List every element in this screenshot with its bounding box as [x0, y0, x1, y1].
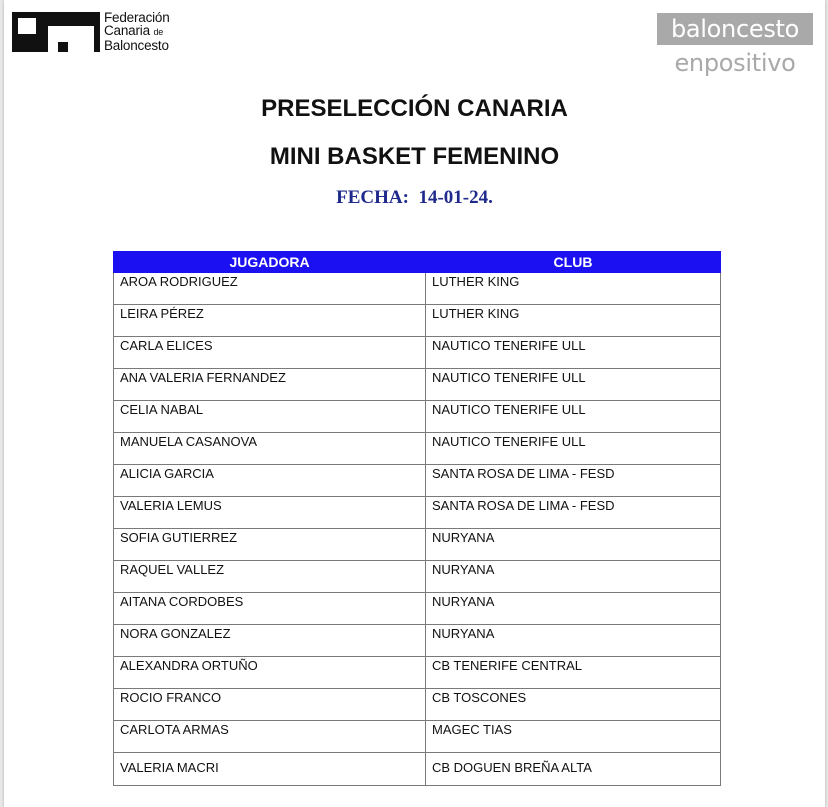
player-cell: ALICIA GARCIA: [114, 465, 426, 497]
player-cell: CARLOTA ARMAS: [114, 721, 426, 753]
club-cell: NURYANA: [426, 529, 721, 561]
club-cell: NAUTICO TENERIFE ULL: [426, 369, 721, 401]
table-row: [114, 465, 721, 497]
document-page: [4, 0, 825, 807]
player-cell: AROA RODRIGUEZ: [114, 273, 426, 305]
table-row: [114, 497, 721, 529]
document-date: FECHA: 14-01-24.: [336, 187, 493, 208]
club-cell: CB TOSCONES: [426, 689, 721, 721]
club-cell: NAUTICO TENERIFE ULL: [426, 433, 721, 465]
federation-logo-line-2: Canaria: [104, 23, 150, 38]
club-cell: LUTHER KING: [426, 273, 721, 305]
player-cell: ANA VALERIA FERNANDEZ: [114, 369, 426, 401]
baloncesto-enpositivo-logo: [657, 13, 813, 79]
player-cell: LEIRA PÉREZ: [114, 305, 426, 337]
table-row: [114, 561, 721, 593]
table-row: [114, 369, 721, 401]
club-cell: NURYANA: [426, 561, 721, 593]
table-row: [114, 433, 721, 465]
table-row: [114, 337, 721, 369]
club-cell: NURYANA: [426, 625, 721, 657]
document-subtitle: MINI BASKET FEMENINO: [269, 143, 560, 170]
table-row: [114, 721, 721, 753]
club-cell: CB TENERIFE CENTRAL: [426, 657, 721, 689]
table-row: [114, 273, 721, 305]
player-cell: VALERIA LEMUS: [114, 497, 426, 529]
table-row: [114, 753, 721, 786]
document-title: PRESELECCIÓN CANARIA: [261, 95, 568, 122]
column-header-club: CLUB: [426, 252, 721, 273]
player-cell: ALEXANDRA ORTUÑO: [114, 657, 426, 689]
table-header-row: [114, 252, 721, 273]
federation-logo-mark-icon: [12, 12, 100, 52]
logo-word-baloncesto: baloncesto: [657, 13, 813, 45]
player-cell: CARLA ELICES: [114, 337, 426, 369]
club-cell: MAGEC TIAS: [426, 721, 721, 753]
club-cell: NAUTICO TENERIFE ULL: [426, 401, 721, 433]
club-cell: NAUTICO TENERIFE ULL: [426, 337, 721, 369]
table-row: [114, 305, 721, 337]
logo-word-enpositivo: enpositivo: [674, 49, 796, 77]
player-cell: RAQUEL VALLEZ: [114, 561, 426, 593]
player-cell: VALERIA MACRI: [114, 753, 426, 786]
table-row: [114, 593, 721, 625]
table-row: [114, 529, 721, 561]
table-row: [114, 689, 721, 721]
club-cell: NURYANA: [426, 593, 721, 625]
player-cell: CELIA NABAL: [114, 401, 426, 433]
federation-logo: [12, 12, 202, 56]
table-row: [114, 401, 721, 433]
club-cell: SANTA ROSA DE LIMA - FESD: [426, 465, 721, 497]
club-cell: CB DOGUEN BREÑA ALTA: [426, 753, 721, 786]
player-roster-table: [113, 251, 721, 786]
player-cell: MANUELA CASANOVA: [114, 433, 426, 465]
player-cell: ROCIO FRANCO: [114, 689, 426, 721]
federation-logo-line-3: Baloncesto: [104, 38, 169, 53]
federation-logo-line-1: Federación: [104, 10, 170, 25]
player-cell: AITANA CORDOBES: [114, 593, 426, 625]
federation-logo-de: de: [153, 27, 164, 37]
player-cell: NORA GONZALEZ: [114, 625, 426, 657]
table-row: [114, 657, 721, 689]
player-cell: SOFIA GUTIERREZ: [114, 529, 426, 561]
column-header-player: JUGADORA: [114, 252, 426, 273]
table-row: [114, 625, 721, 657]
club-cell: LUTHER KING: [426, 305, 721, 337]
club-cell: SANTA ROSA DE LIMA - FESD: [426, 497, 721, 529]
